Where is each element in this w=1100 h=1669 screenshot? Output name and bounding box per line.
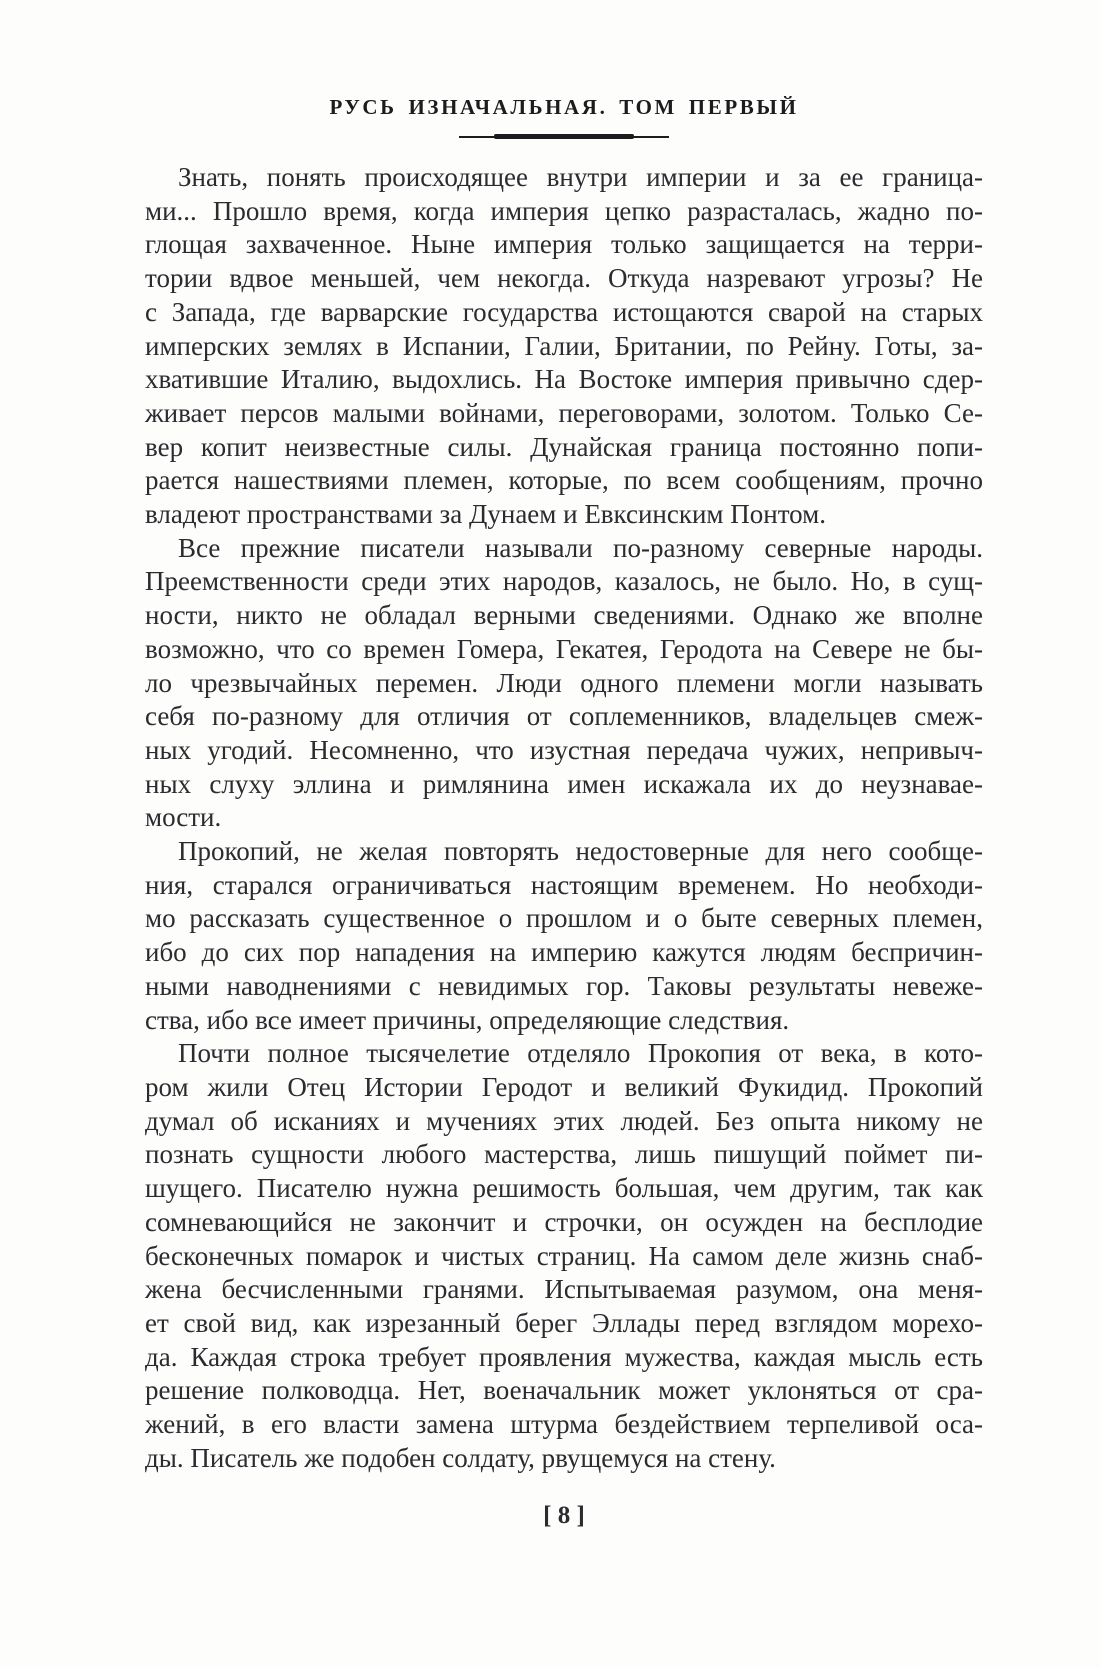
text-line: мо рассказать существенное о прошлом и о быте северных племен, <box>145 903 983 934</box>
text-line: возможно, что со времен Гомера, Гекатея, Геродота на Севере не бы- <box>145 633 983 664</box>
text-line: решение полководца. Нет, военачальник может уклоняться от сра- <box>145 1375 983 1406</box>
text-line: шущего. Писателю нужна решимость большая, чем другим, так как <box>145 1173 983 1204</box>
text-line: хватившие Италию, выдохлись. На Востоке империя привычно сдер- <box>145 364 983 395</box>
text-line: бесконечных помарок и чистых страниц. На самом деле жизнь снаб- <box>145 1240 983 1271</box>
text-line: Знать, понять происходящее внутри империи и за ее граница- <box>178 162 983 192</box>
text-line: имперских землях в Испании, Галии, Британии, по Рейну. Готы, за- <box>145 330 983 361</box>
text-line: сомневающийся не закончит и строчки, он осужден на бесплодие <box>145 1206 983 1237</box>
text-line: Прокопий, не желая повторять недостоверные для него сообще- <box>178 836 983 867</box>
text-line: познать сущности любого мастерства, лишь пишущий поймет пи- <box>145 1139 983 1170</box>
text-line: ет свой вид, как изрезанный берег Эллады перед взглядом морехо- <box>145 1307 983 1338</box>
text-line: Все прежние писатели называли по-разному северные народы. <box>178 532 983 563</box>
text-line: жена бесчисленными гранями. Испытываемая разумом, она меня- <box>145 1274 983 1305</box>
text-line: ибо до сих пор нападения на империю кажутся людям беспричин- <box>145 937 983 968</box>
text-line: Почти полное тысячелетие отделяло Прокопия от века, в кото- <box>178 1038 983 1069</box>
text-line: тории вдвое меньшей, чем некогда. Откуда назревают угрозы? Не <box>145 263 983 294</box>
text-line: жений, в его власти замена штурма бездействием терпеливой оса- <box>145 1409 983 1440</box>
text-line: ных угодий. Несомненно, что изустная передача чужих, непривыч- <box>145 734 983 765</box>
text-line: ными наводнениями с невидимых гор. Таковы результаты невеже- <box>145 970 983 1001</box>
paragraph-1 <box>145 161 983 532</box>
text-line: да. Каждая строка требует проявления мужества, каждая мысль есть <box>145 1341 983 1372</box>
page-body <box>145 161 983 1475</box>
text-line: себя по-разному для отличия от соплеменников, владельцев смеж- <box>145 701 983 732</box>
text-line: ния, старался ограничиваться настоящим временем. Но необходи- <box>145 869 983 900</box>
text-line: ных слуху эллина и римлянина имен искажала их до неузнавае- <box>145 768 983 799</box>
text-line: рается нашествиями племен, которые, по всем сообщениям, прочно <box>145 465 983 496</box>
text-line: владеют пространствами за Дунаем и Евксинским Понтом. <box>145 499 826 530</box>
header-ornament-rule <box>145 134 983 140</box>
paragraph-3 <box>145 835 983 1037</box>
ornament-thick-line <box>494 134 634 139</box>
text-line: мости. <box>145 802 222 833</box>
text-line: глощая захваченное. Ныне империя только защищается на терри- <box>145 229 983 260</box>
text-line: ми... Прошло время, когда империя цепко разрасталась, жадно по- <box>145 195 983 226</box>
text-line: думал об исканиях и мучениях этих людей. Без опыта никому не <box>145 1105 983 1136</box>
text-line: Преемственности среди этих народов, казалось, не было. Но, в сущ- <box>145 566 983 597</box>
text-line: ром жили Отец Истории Геродот и великий Фукидид. Прокопий <box>145 1071 983 1102</box>
text-line: ды. Писатель же подобен солдату, рвущемуся на стену. <box>145 1442 776 1473</box>
text-line: с Запада, где варварские государства истощаются сварой на старых <box>145 296 983 327</box>
text-line: ности, никто не обладал верными сведениями. Однако же вполне <box>145 600 983 631</box>
text-line: ло чрезвычайных перемен. Люди одного племени могли называть <box>145 667 983 698</box>
paragraph-2 <box>145 532 983 835</box>
text-line: ства, ибо все имеет причины, определяющие следствия. <box>145 1004 790 1035</box>
text-line: вер копит неизвестные силы. Дунайская граница постоянно попи- <box>145 431 983 462</box>
paragraph-4 <box>145 1037 983 1475</box>
text-line: живает персов малыми войнами, переговорами, золотом. Только Се- <box>145 397 983 428</box>
page-number: [ 8 ] <box>543 1502 585 1529</box>
running-head: РУСЬ ИЗНАЧАЛЬНАЯ. ТОМ ПЕРВЫЙ <box>329 95 799 119</box>
